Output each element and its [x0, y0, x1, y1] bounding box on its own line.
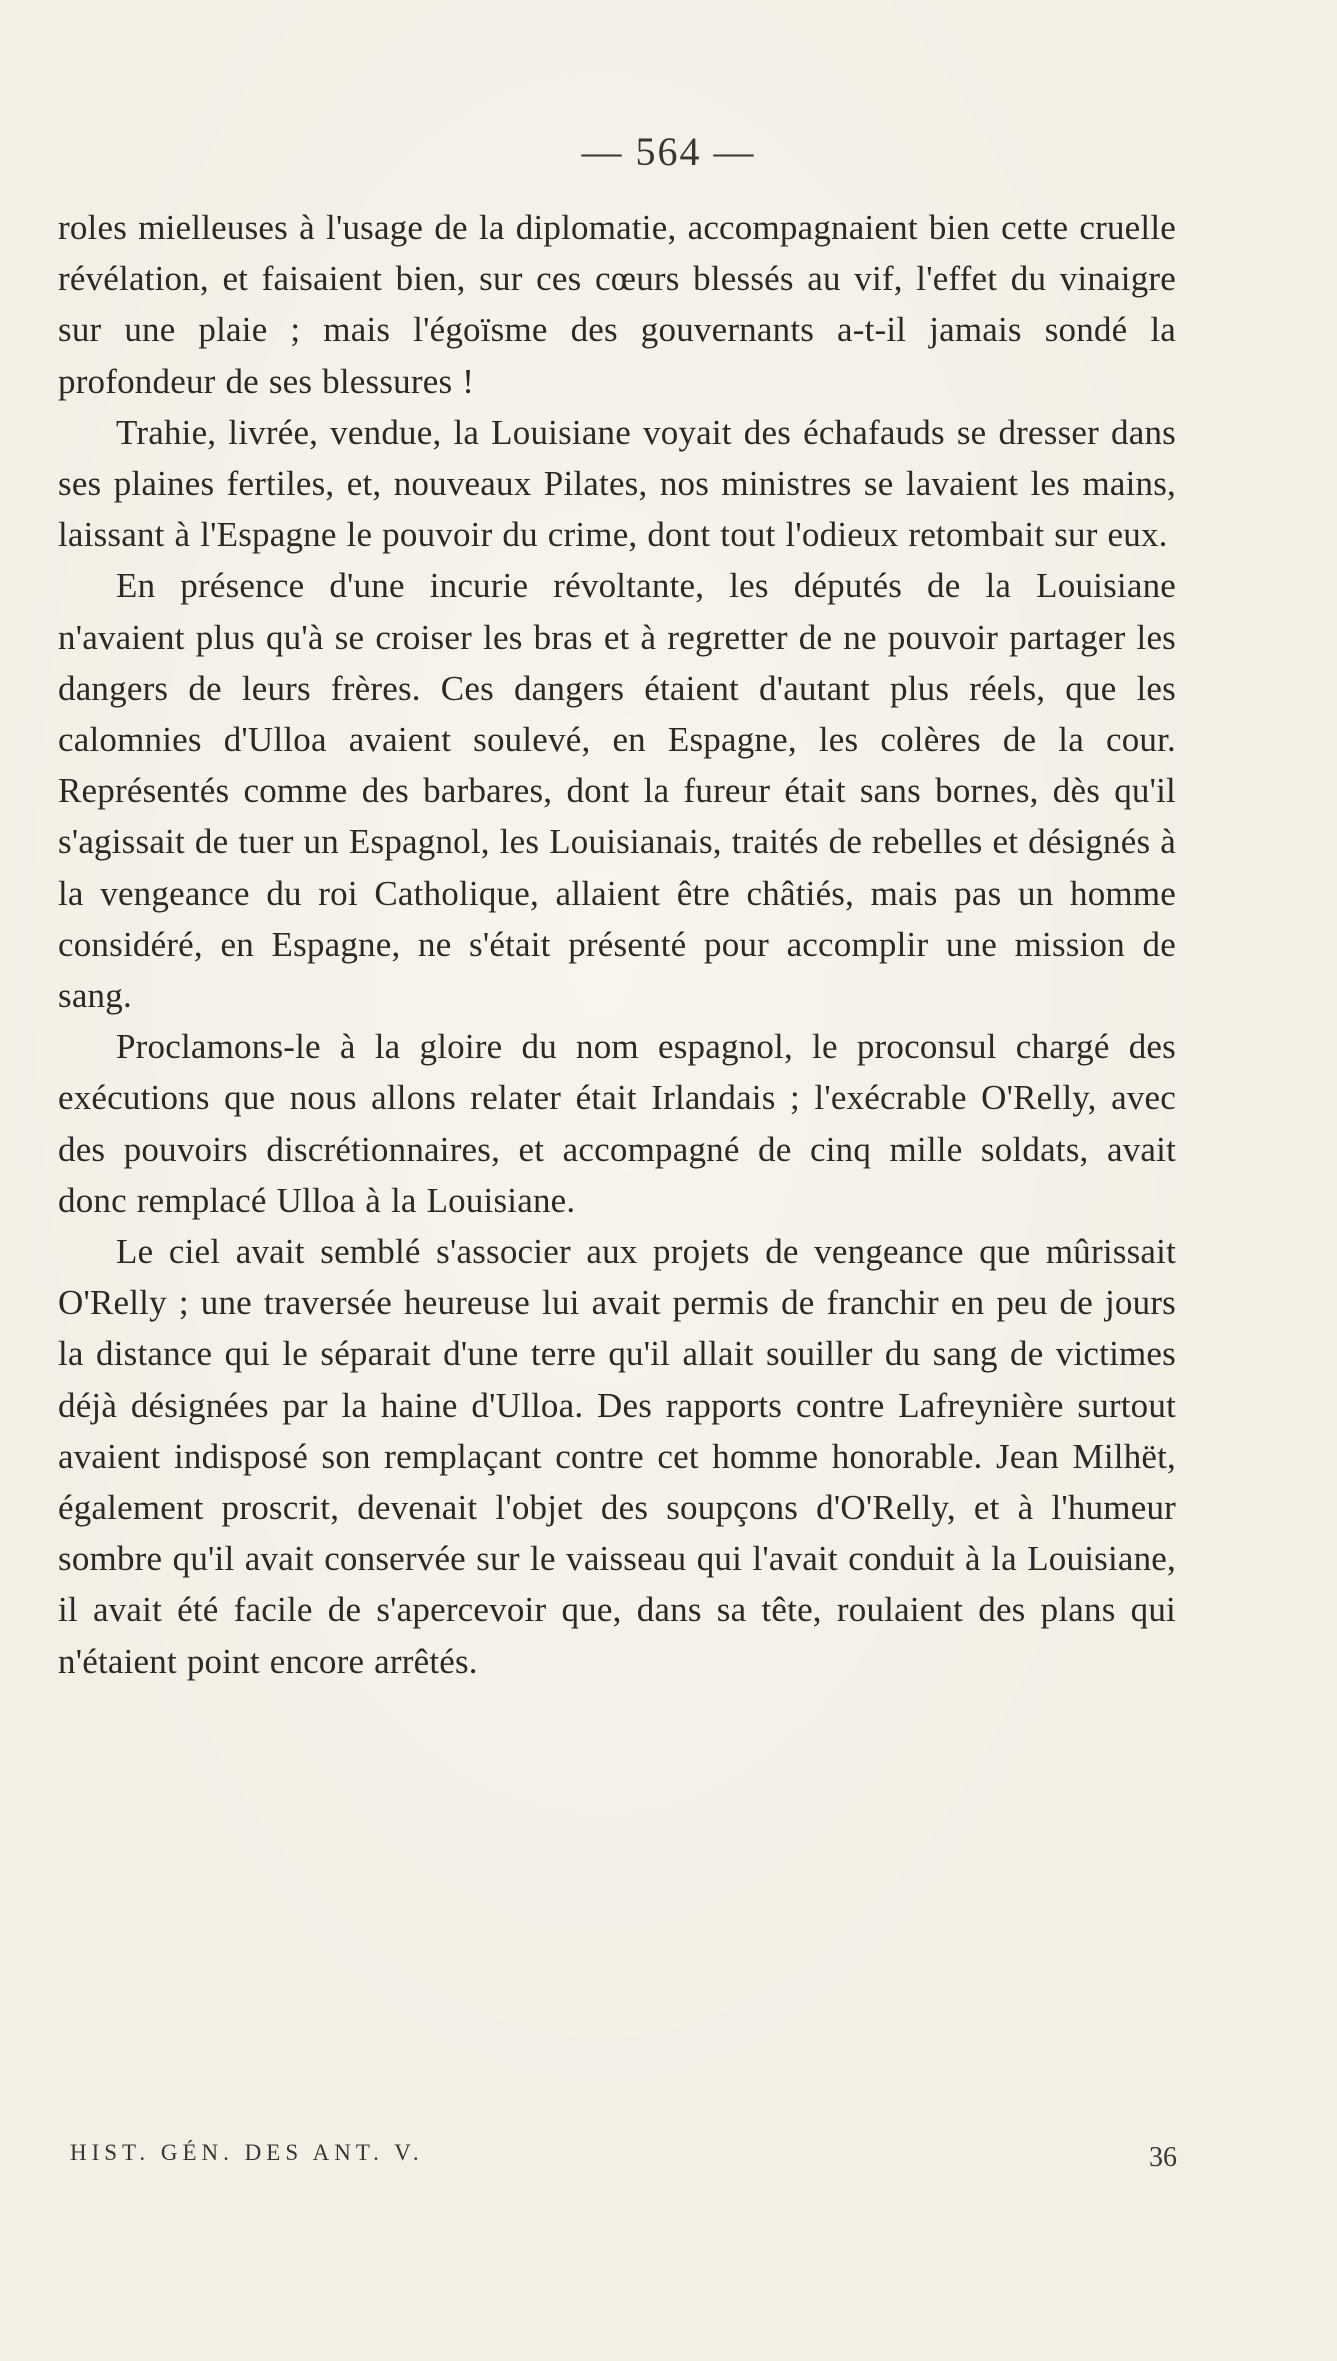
- footer-signature: HIST. GÉN. DES ANT. V.: [70, 2140, 424, 2165]
- body-text: [58, 202, 1176, 1687]
- paragraph: Le ciel avait semblé s'associer aux projets de vengeance que mûrissait O'Relly ; une traversée heureuse lui avait permis de franchir en peu de jours la distance qui le séparait d'une terre qu'il allait souiller du sang de victimes déjà désignées par la haine d'Ulloa. Des rapports contre Lafreynière surtout avaient indisposé son remplaçant contre cet homme honorable. Jean Milhët, également proscrit, devenait l'objet des soupçons d'O'Relly, et à l'humeur sombre qu'il avait conservée sur le vaisseau qui l'avait conduit à la Louisiane, il avait été facile de s'apercevoir que, dans sa tête, roulaient des plans qui n'étaient point encore arrêtés.: [58, 1232, 1176, 1681]
- paragraph: roles mielleuses à l'usage de la diplomatie, accompagnaient bien cette cruelle révélation, et faisaient bien, sur ces cœurs blessés au vif, l'effet du vinaigre sur une plaie ; mais l'égoïsme des gouvernants a-t-il jamais sondé la profondeur de ses blessures !: [58, 208, 1176, 401]
- page-footer: [70, 2140, 1177, 2180]
- paragraph: En présence d'une incurie révoltante, les députés de la Louisiane n'avaient plus qu'à se croiser les bras et à regretter de ne pouvoir partager les dangers de leurs frères. Ces dangers étaient d'autant plus réels, que les calomnies d'Ulloa avaient soulevé, en Espagne, les colères de la cour. Représentés comme des barbares, dont la fureur était sans bornes, dès qu'il s'agissait de tuer un Espagnol, les Louisianais, traités de rebelles et désignés à la vengeance du roi Catholique, allaient être châtiés, mais pas un homme considéré, en Espagne, ne s'était présenté pour accomplir une mission de sang.: [58, 566, 1176, 1016]
- signature-mark: 36: [1149, 2142, 1177, 2173]
- page-number: — 564 —: [581, 129, 756, 174]
- paragraph: Trahie, livrée, vendue, la Louisiane voyait des échafauds se dresser dans ses plaines fertiles, et, nouveaux Pilates, nos ministres se lavaient les mains, laissant à l'Espagne le pouvoir du crime, dont tout l'odieux retombait sur eux.: [58, 412, 1176, 555]
- paragraph: Proclamons-le à la gloire du nom espagnol, le proconsul chargé des exécutions que nous allons relater était Irlandais ; l'exécrable O'Relly, avec des pouvoirs discrétionnaires, et accompagné de cinq mille soldats, avait donc remplacé Ulloa à la Louisiane.: [58, 1027, 1176, 1220]
